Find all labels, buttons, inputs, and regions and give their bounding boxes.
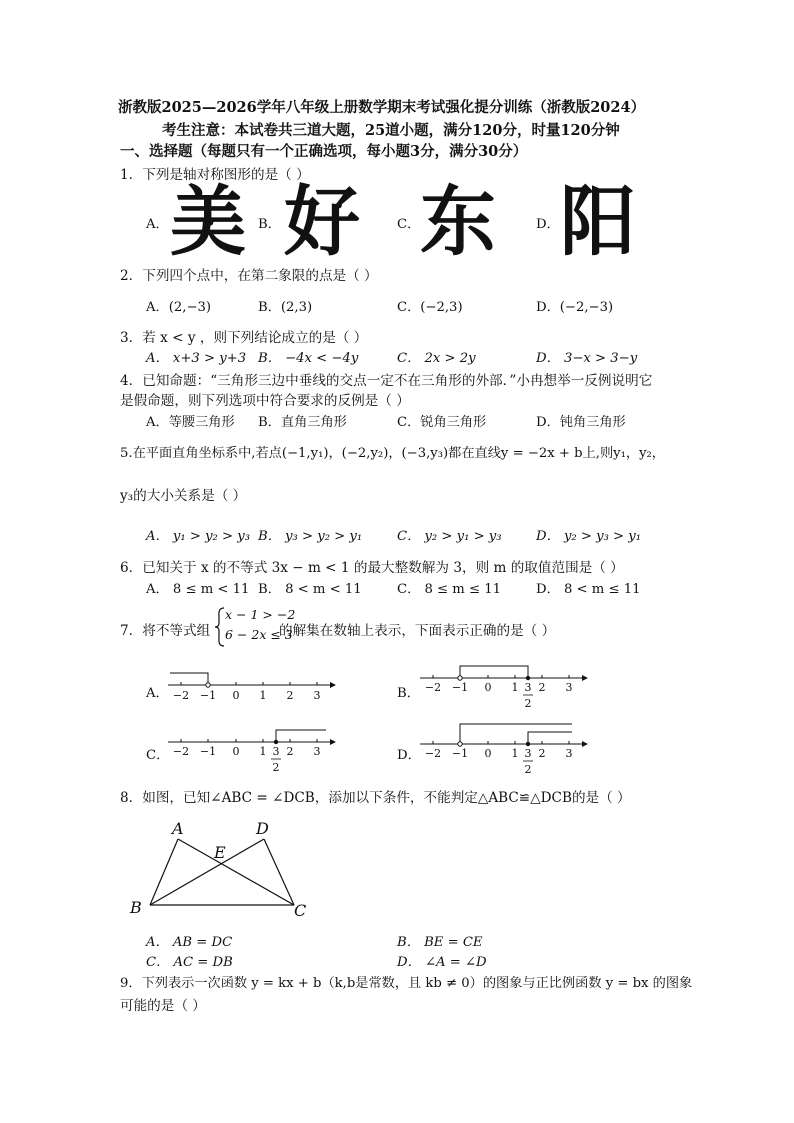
question-9-line-2: 可能的是（ ） (120, 998, 206, 1014)
question-9-line-1: 9．下列表示一次函数 y = kx + b（k,b是常数，且 kb ≠ 0）的图象与正比例函数 y = bx 的图象 (120, 976, 693, 991)
tick-label: 0 (484, 747, 492, 760)
tick-label: −2 (172, 689, 190, 702)
q8-option-d: D． ∠A = ∠D (397, 955, 487, 970)
q1-option-b-label: B． (258, 217, 281, 232)
q7-number-line-c (160, 722, 340, 774)
tick-label: 0 (232, 745, 240, 758)
q6-option-d: D． 8 < m ≤ 11 (536, 582, 641, 597)
tick-label: 3 (313, 689, 321, 702)
q7-number-line-a (160, 665, 340, 705)
question-3-stem: 3．若 x < y ，则下列结论成立的是（ ） (120, 330, 368, 346)
exam-notice: 考生注意：本试卷共三道大题，25道小题，满分120分，时量120分钟 (162, 122, 620, 139)
fraction-denominator: 2 (524, 763, 532, 776)
q1-option-c-label: C． (397, 217, 421, 232)
q8-option-b: B． BE = CE (397, 935, 483, 950)
q7-option-a-label: A． (146, 686, 169, 701)
q5-option-d: D． y₂ > y₃ > y₁ (536, 529, 642, 544)
tick-label: −1 (451, 681, 469, 694)
question-4-line-1: 4．已知命题：“三角形三边中垂线的交点一定不在三角形的外部．”小冉想举一反例说明它 (120, 373, 653, 389)
point-label-c: C (294, 901, 307, 920)
q3-option-d: D． 3−x > 3−y (536, 351, 638, 366)
q7-number-line-d (412, 716, 592, 778)
tick-label: 3 (565, 747, 573, 760)
q1-char-b: 好 (284, 177, 360, 266)
question-4-line-2: 是假命题，则下列选项中符合要求的反例是（ ） (120, 393, 410, 409)
q4-option-d: D．钝角三角形 (536, 415, 626, 430)
tick-label: 2 (538, 747, 546, 760)
q2-option-b: B．(2,3) (258, 300, 313, 315)
question-5-line-2: y₃的大小关系是（ ） (120, 488, 247, 504)
q4-option-b: B．直角三角形 (258, 415, 347, 430)
q1-char-c: 东 (420, 177, 496, 266)
tick-label: 1 (259, 745, 267, 758)
q1-char-a: 美 (170, 177, 246, 266)
q2-option-d: D．(−2,−3) (536, 300, 614, 315)
point-label-e: E (214, 843, 226, 862)
q4-option-a: A．等腰三角形 (146, 415, 235, 430)
tick-label: −2 (424, 681, 442, 694)
tick-label: 2 (286, 689, 294, 702)
point-label-b: B (130, 898, 142, 917)
fraction-denominator: 2 (272, 761, 280, 774)
q1-option-d-label: D． (536, 217, 560, 232)
q7-option-d-label: D． (397, 748, 421, 763)
section-heading: 一、选择题（每题只有一个正确选项，每小题3分，满分30分） (120, 143, 528, 160)
q2-option-c: C．(−2,3) (397, 300, 463, 315)
q7-number-line-b (412, 660, 592, 712)
point-label-a: A (172, 819, 184, 838)
q7-option-b-label: B． (397, 686, 420, 701)
tick-label: 0 (484, 681, 492, 694)
tick-label: 3 (565, 681, 573, 694)
q7-inequality-2: 6 − 2x ≤ 3 (225, 627, 293, 642)
tick-label: −2 (424, 747, 442, 760)
q3-option-c: C． 2x > 2y (397, 351, 476, 366)
q7-inequality-1: x − 1 > −2 (225, 607, 296, 622)
fraction-denominator: 2 (524, 697, 532, 710)
fraction-numerator: 3 (524, 747, 532, 760)
fraction-numerator: 3 (272, 745, 280, 758)
q5-option-b: B． y₃ > y₂ > y₁ (258, 529, 363, 544)
q3-option-a: A． x+3 > y+3 (146, 351, 247, 366)
q8-geometry-figure (124, 815, 324, 923)
q5-option-a: A． y₁ > y₂ > y₃ (146, 529, 250, 544)
question-5-line-1: 5.在平面直角坐标系中,若点(−1,y₁)，(−2,y₂)，(−3,y₃)都在直线y = −2x + b上,则y₁，y₂， (120, 446, 665, 461)
question-8-stem: 8．如图，已知∠ABC = ∠DCB，添加以下条件，不能判定△ABC≌△DCB的是（ ） (120, 790, 631, 806)
tick-label: −2 (172, 745, 190, 758)
tick-label: 1 (511, 681, 519, 694)
point-label-d: D (256, 819, 269, 838)
q8-option-c: C． AC = DB (146, 955, 233, 970)
tick-label: 2 (286, 745, 294, 758)
q8-option-a: A． AB = DC (146, 935, 233, 950)
q1-char-d: 阳 (560, 177, 636, 266)
q5-option-c: C． y₂ > y₁ > y₃ (397, 529, 502, 544)
q6-option-a: A． 8 ≤ m < 11 (146, 582, 250, 597)
tick-label: 1 (511, 747, 519, 760)
question-7-suffix: 的解集在数轴上表示，下面表示正确的是（ ） (279, 623, 556, 639)
tick-label: −1 (451, 747, 469, 760)
q3-option-b: B． −4x < −4y (258, 351, 359, 366)
question-7-prefix: 7．将不等式组 (120, 623, 211, 639)
question-2-stem: 2．下列四个点中，在第二象限的点是（ ） (120, 268, 378, 284)
doc-title: 浙教版2025—2026学年八年级上册数学期末考试强化提分训练（浙教版2024） (118, 99, 646, 116)
q2-option-a: A．(2,−3) (146, 300, 212, 315)
fraction-numerator: 3 (524, 681, 532, 694)
q4-option-c: C．锐角三角形 (397, 415, 487, 430)
tick-label: 0 (232, 689, 240, 702)
tick-label: −1 (199, 689, 217, 702)
tick-label: −1 (199, 745, 217, 758)
question-1-stem: 1．下列是轴对称图形的是（ ） (120, 167, 310, 183)
q6-option-b: B． 8 < m < 11 (258, 582, 362, 597)
q1-option-a-label: A． (146, 217, 169, 232)
tick-label: 2 (538, 681, 546, 694)
q7-option-c-label: C． (146, 748, 170, 763)
tick-label: 3 (313, 745, 321, 758)
tick-label: 1 (259, 689, 267, 702)
q6-option-c: C． 8 ≤ m ≤ 11 (397, 582, 502, 597)
question-6-stem: 6．已知关于 x 的不等式 3x − m < 1 的最大整数解为 3，则 m 的取值范围是（ ） (120, 560, 624, 576)
